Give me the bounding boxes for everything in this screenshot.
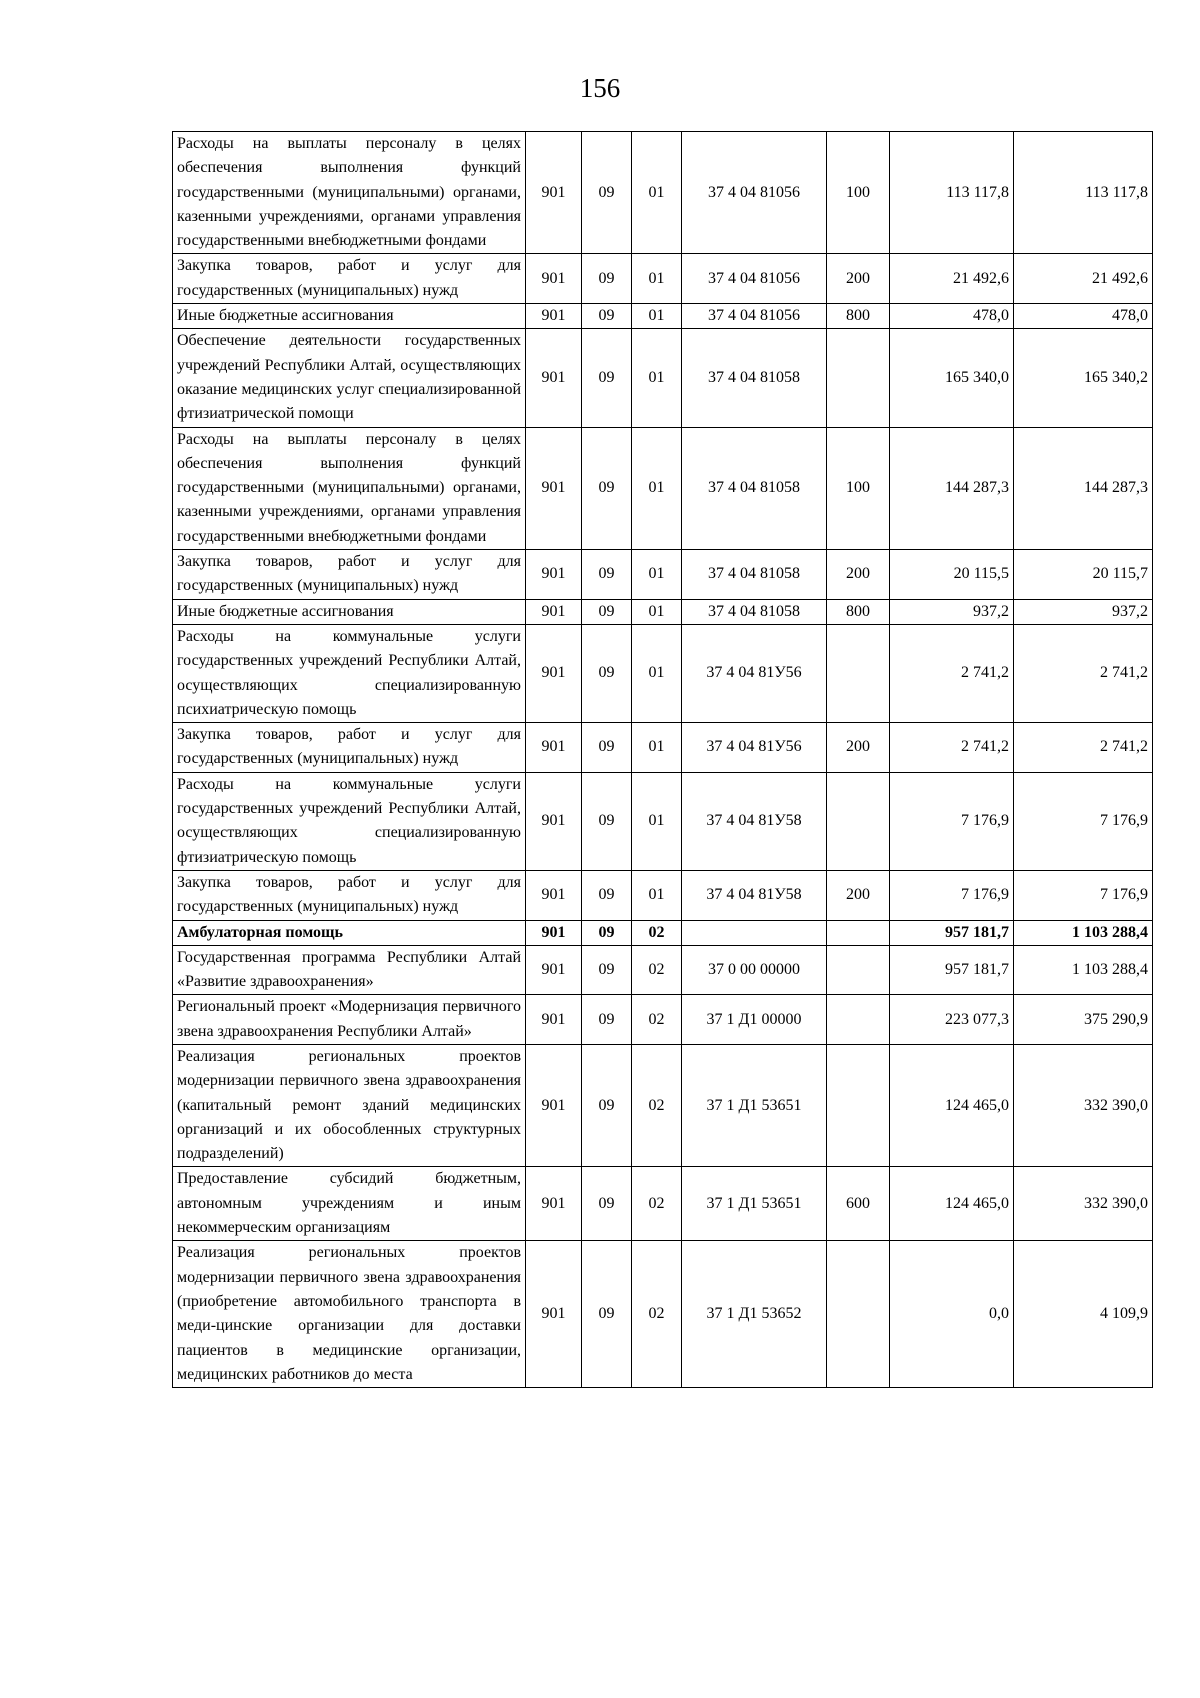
amount-year-2: 113 117,8: [1014, 132, 1153, 254]
section-code: 09: [582, 550, 632, 600]
section-code: 09: [582, 254, 632, 304]
amount-year-2: 20 115,7: [1014, 550, 1153, 600]
table-row: [173, 1044, 1153, 1166]
expense-type-code: 100: [827, 132, 890, 254]
section-code: 09: [582, 723, 632, 773]
amount-year-2: 1 103 288,4: [1014, 945, 1153, 995]
subsection-code: 02: [632, 1241, 682, 1388]
target-article-code: 37 4 04 81056: [682, 132, 827, 254]
section-code: 09: [582, 995, 632, 1045]
target-article-code: 37 4 04 81У56: [682, 624, 827, 722]
section-code: 09: [582, 304, 632, 329]
amount-year-1: 21 492,6: [890, 254, 1014, 304]
amount-year-2: 165 340,2: [1014, 329, 1153, 427]
grbs-code: 901: [526, 304, 582, 329]
amount-year-1: 20 115,5: [890, 550, 1014, 600]
table-row: [173, 599, 1153, 624]
row-name: Закупка товаров, работ и услуг для государственных (муниципальных) нужд: [173, 550, 526, 600]
target-article-code: 37 4 04 81056: [682, 304, 827, 329]
grbs-code: 901: [526, 945, 582, 995]
table-row: [173, 329, 1153, 427]
page-number: 156: [579, 73, 621, 103]
row-name: Расходы на выплаты персоналу в целях обеспечения выполнения функций государственными (муниципальными) органами, казенными учреждениями, органами управления государственными внебюджетными фондами: [173, 427, 526, 549]
subsection-code: 01: [632, 772, 682, 870]
target-article-code: 37 4 04 81У58: [682, 772, 827, 870]
grbs-code: 901: [526, 723, 582, 773]
target-article-code: 37 4 04 81У56: [682, 723, 827, 773]
target-article-code: 37 4 04 81058: [682, 329, 827, 427]
expense-type-code: 800: [827, 304, 890, 329]
subsection-code: 01: [632, 624, 682, 722]
amount-year-1: 957 181,7: [890, 920, 1014, 945]
grbs-code: 901: [526, 132, 582, 254]
table-body: [173, 132, 1153, 1388]
subsection-code: 01: [632, 723, 682, 773]
amount-year-2: 7 176,9: [1014, 870, 1153, 920]
row-name: Реализация региональных проектов модернизации первичного звена здравоохранения (приобретение автомобильного транспорта в меди-цинские организации для доставки пациентов в медицинские организации, медицинских работников до места: [173, 1241, 526, 1388]
section-code: 09: [582, 1167, 632, 1241]
expense-type-code: 200: [827, 254, 890, 304]
amount-year-1: 165 340,0: [890, 329, 1014, 427]
expense-type-code: [827, 945, 890, 995]
row-name: Закупка товаров, работ и услуг для государственных (муниципальных) нужд: [173, 870, 526, 920]
amount-year-1: 113 117,8: [890, 132, 1014, 254]
amount-year-2: 2 741,2: [1014, 723, 1153, 773]
expense-type-code: [827, 920, 890, 945]
budget-table: [172, 131, 1153, 1388]
expense-type-code: [827, 329, 890, 427]
grbs-code: 901: [526, 550, 582, 600]
amount-year-2: 4 109,9: [1014, 1241, 1153, 1388]
amount-year-2: 332 390,0: [1014, 1044, 1153, 1166]
grbs-code: 901: [526, 870, 582, 920]
target-article-code: [682, 920, 827, 945]
grbs-code: 901: [526, 995, 582, 1045]
subsection-code: 02: [632, 920, 682, 945]
table-row: [173, 870, 1153, 920]
expense-type-code: 600: [827, 1167, 890, 1241]
expense-type-code: [827, 772, 890, 870]
table-row: [173, 1241, 1153, 1388]
target-article-code: 37 4 04 81058: [682, 550, 827, 600]
target-article-code: 37 1 Д1 53651: [682, 1167, 827, 1241]
subsection-code: 01: [632, 870, 682, 920]
row-name: Расходы на коммунальные услуги государственных учреждений Республики Алтай, осуществляющих специализированную психиатрическую помощь: [173, 624, 526, 722]
grbs-code: 901: [526, 329, 582, 427]
amount-year-2: 2 741,2: [1014, 624, 1153, 722]
grbs-code: 901: [526, 624, 582, 722]
amount-year-2: 144 287,3: [1014, 427, 1153, 549]
table-row: [173, 304, 1153, 329]
section-code: 09: [582, 624, 632, 722]
expense-type-code: 800: [827, 599, 890, 624]
row-name: Расходы на коммунальные услуги государственных учреждений Республики Алтай, осуществляющих специализированную фтизиатрическую помощь: [173, 772, 526, 870]
row-name: Государственная программа Республики Алтай «Развитие здравоохранения»: [173, 945, 526, 995]
row-name: Закупка товаров, работ и услуг для государственных (муниципальных) нужд: [173, 723, 526, 773]
expense-type-code: 100: [827, 427, 890, 549]
table-row: [173, 624, 1153, 722]
section-code: 09: [582, 329, 632, 427]
subsection-code: 01: [632, 329, 682, 427]
amount-year-1: 144 287,3: [890, 427, 1014, 549]
subsection-code: 01: [632, 304, 682, 329]
expense-type-code: [827, 1044, 890, 1166]
row-name: Иные бюджетные ассигнования: [173, 304, 526, 329]
amount-year-2: 375 290,9: [1014, 995, 1153, 1045]
subsection-code: 01: [632, 550, 682, 600]
row-name: Расходы на выплаты персоналу в целях обеспечения выполнения функций государственными (муниципальными) органами, казенными учреждениями, органами управления государственными внебюджетными фондами: [173, 132, 526, 254]
row-name: Обеспечение деятельности государственных учреждений Республики Алтай, осуществляющих оказание медицинских услуг специализированной фтизиатрической помощи: [173, 329, 526, 427]
target-article-code: 37 1 Д1 00000: [682, 995, 827, 1045]
amount-year-1: 223 077,3: [890, 995, 1014, 1045]
amount-year-2: 478,0: [1014, 304, 1153, 329]
table-row: [173, 945, 1153, 995]
grbs-code: 901: [526, 772, 582, 870]
amount-year-2: 21 492,6: [1014, 254, 1153, 304]
amount-year-1: 937,2: [890, 599, 1014, 624]
table-row: [173, 427, 1153, 549]
row-name: Закупка товаров, работ и услуг для государственных (муниципальных) нужд: [173, 254, 526, 304]
grbs-code: 901: [526, 599, 582, 624]
amount-year-1: 478,0: [890, 304, 1014, 329]
amount-year-1: 7 176,9: [890, 870, 1014, 920]
amount-year-2: 937,2: [1014, 599, 1153, 624]
section-code: 09: [582, 1044, 632, 1166]
subsection-code: 01: [632, 599, 682, 624]
subsection-code: 02: [632, 945, 682, 995]
section-code: 09: [582, 870, 632, 920]
section-code: 09: [582, 427, 632, 549]
table-row: [173, 550, 1153, 600]
subsection-code: 01: [632, 254, 682, 304]
table-row: [173, 254, 1153, 304]
amount-year-1: 0,0: [890, 1241, 1014, 1388]
grbs-code: 901: [526, 1241, 582, 1388]
amount-year-1: 957 181,7: [890, 945, 1014, 995]
target-article-code: 37 1 Д1 53651: [682, 1044, 827, 1166]
subsection-code: 01: [632, 132, 682, 254]
amount-year-1: 124 465,0: [890, 1167, 1014, 1241]
amount-year-1: 124 465,0: [890, 1044, 1014, 1166]
grbs-code: 901: [526, 254, 582, 304]
table-row: [173, 772, 1153, 870]
expense-type-code: [827, 1241, 890, 1388]
table-row: [173, 920, 1153, 945]
expense-type-code: [827, 624, 890, 722]
amount-year-1: 2 741,2: [890, 723, 1014, 773]
grbs-code: 901: [526, 920, 582, 945]
expense-type-code: 200: [827, 550, 890, 600]
expense-type-code: 200: [827, 870, 890, 920]
row-name: Предоставление субсидий бюджетным, автономным учреждениям и иным некоммерческим организациям: [173, 1167, 526, 1241]
section-code: 09: [582, 599, 632, 624]
section-code: 09: [582, 1241, 632, 1388]
grbs-code: 901: [526, 1044, 582, 1166]
section-code: 09: [582, 945, 632, 995]
section-code: 09: [582, 132, 632, 254]
target-article-code: 37 0 00 00000: [682, 945, 827, 995]
section-code: 09: [582, 772, 632, 870]
target-article-code: 37 4 04 81058: [682, 599, 827, 624]
table-row: [173, 723, 1153, 773]
section-code: 09: [582, 920, 632, 945]
expense-type-code: 200: [827, 723, 890, 773]
amount-year-1: 2 741,2: [890, 624, 1014, 722]
target-article-code: 37 4 04 81056: [682, 254, 827, 304]
target-article-code: 37 4 04 81058: [682, 427, 827, 549]
subsection-code: 02: [632, 1167, 682, 1241]
target-article-code: 37 1 Д1 53652: [682, 1241, 827, 1388]
grbs-code: 901: [526, 427, 582, 549]
row-name: Реализация региональных проектов модернизации первичного звена здравоохранения (капитальный ремонт зданий медицинских организаций и их обособленных структурных подразделений): [173, 1044, 526, 1166]
amount-year-1: 7 176,9: [890, 772, 1014, 870]
grbs-code: 901: [526, 1167, 582, 1241]
table-row: [173, 995, 1153, 1045]
amount-year-2: 1 103 288,4: [1014, 920, 1153, 945]
amount-year-2: 7 176,9: [1014, 772, 1153, 870]
subsection-code: 01: [632, 427, 682, 549]
row-name: Иные бюджетные ассигнования: [173, 599, 526, 624]
subsection-code: 02: [632, 995, 682, 1045]
expense-type-code: [827, 995, 890, 1045]
row-name: Региональный проект «Модернизация первичного звена здравоохранения Республики Алтай»: [173, 995, 526, 1045]
target-article-code: 37 4 04 81У58: [682, 870, 827, 920]
subsection-code: 02: [632, 1044, 682, 1166]
amount-year-2: 332 390,0: [1014, 1167, 1153, 1241]
table-row: [173, 132, 1153, 254]
table-row: [173, 1167, 1153, 1241]
row-name: Амбулаторная помощь: [173, 920, 526, 945]
